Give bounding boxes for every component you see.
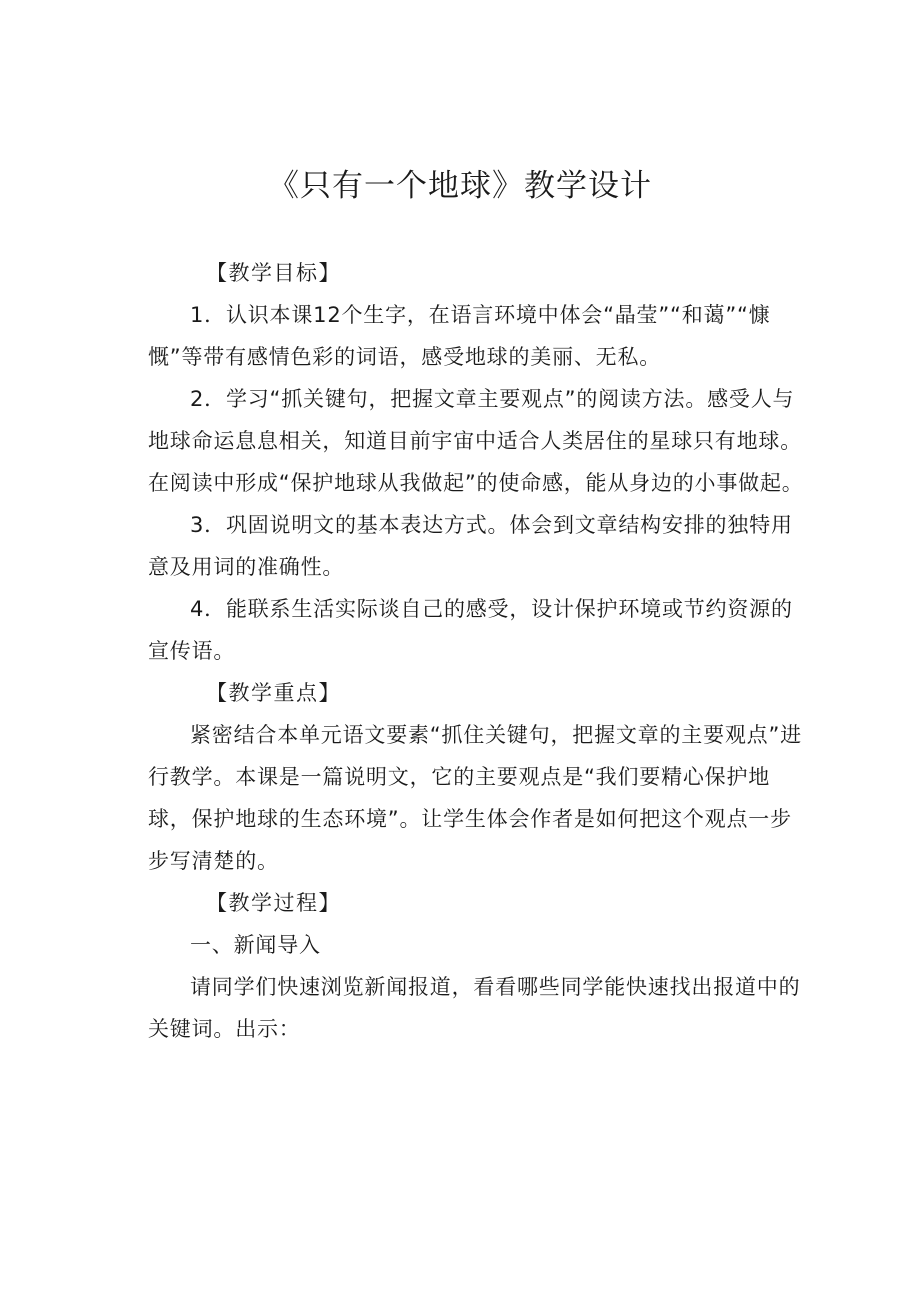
goal-item-2: 2．学习“抓关键句，把握文章主要观点”的阅读方法。感受人与地球命运息息相关，知道目前宇宙中适合人类居住的星球只有地球。在阅读中形成“保护地球从我做起”的使命感，能从身边的小事做起。 xyxy=(148,387,804,495)
process-paragraph: 请同学们快速浏览新闻报道，看看哪些同学能快速找出报道中的关键词。出示： xyxy=(148,975,801,1041)
document-title: 《只有一个地球》教学设计 xyxy=(268,168,652,204)
section-heading-goals: 【教学目标】 xyxy=(206,261,341,285)
section-heading-focus: 【教学重点】 xyxy=(206,681,341,705)
document-body xyxy=(148,252,808,1050)
goal-item-4: 4．能联系生活实际谈自己的感受，设计保护环境或节约资源的宣传语。 xyxy=(148,597,793,663)
goal-item-3: 3．巩固说明文的基本表达方式。体会到文章结构安排的独特用意及用词的准确性。 xyxy=(148,513,793,579)
process-step-1: 一、新闻导入 xyxy=(190,933,321,957)
goal-item-1: 1．认识本课12个生字，在语言环境中体会“晶莹”“和蔼”“慷慨”等带有感情色彩的词语，感受地球的美丽、无私。 xyxy=(148,303,771,369)
section-heading-process: 【教学过程】 xyxy=(206,891,341,915)
focus-paragraph: 紧密结合本单元语文要素“抓住关键句，把握文章的主要观点”进行教学。本课是一篇说明文，它的主要观点是“我们要精心保护地球，保护地球的生态环境”。让学生体会作者是如何把这个观点一步步写清楚的。 xyxy=(148,723,802,873)
